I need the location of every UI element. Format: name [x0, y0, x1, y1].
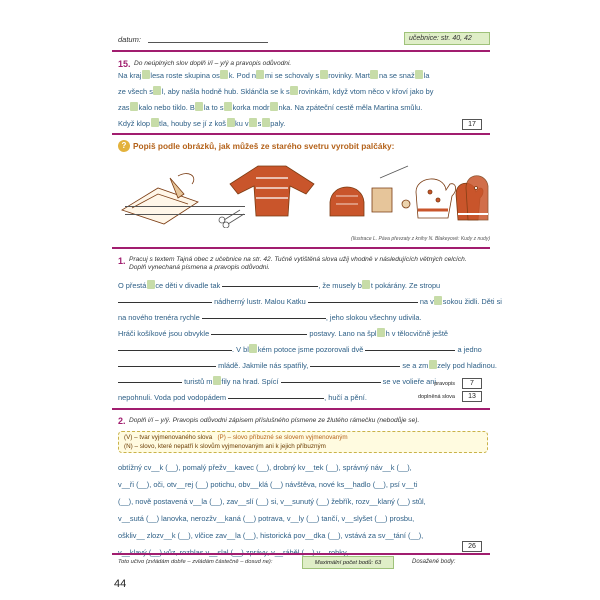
- gap-field[interactable]: [224, 102, 232, 111]
- text-line: obtížný cv__k (__), pomalý přežv__kavec (__), drobný kv__tek (__), správný náv__k (__),: [118, 463, 412, 472]
- gap-field[interactable]: [434, 296, 442, 305]
- legend-p: (P) – slovo příbuzné se slovem vyjmenovaným: [217, 434, 348, 441]
- answer-line[interactable]: [125, 206, 245, 207]
- header-rule: [112, 50, 490, 52]
- word-blank[interactable]: [118, 302, 212, 303]
- text-line: v__sutá (__) lanovka, nerozžv__kaná (__) potrava, v__ly (__) tančí, v__slyšet (__) prosbu,: [118, 514, 415, 523]
- text-line: Na kraj lesa roste skupina os k. Pod n mi se schovaly s rovinky. Mart na se snaž la: [118, 71, 430, 80]
- score-label-spelling: pravopis: [434, 381, 455, 387]
- gap-field[interactable]: [415, 70, 423, 79]
- word-blank[interactable]: [281, 382, 381, 383]
- gap-field[interactable]: [213, 376, 221, 385]
- text-line: oškliv__ zlozv__k (__), vlčice zav__la (__), historická pov__dka (__), vstává za sv__tání (__),: [118, 531, 424, 540]
- word-blank[interactable]: [211, 334, 307, 335]
- date-label: datum:: [118, 35, 141, 44]
- text-line: turistů m fily na hrad. Spící se ve volieře ani: [118, 374, 502, 390]
- score-label-words: doplněná slova: [417, 394, 455, 400]
- word-blank[interactable]: [222, 286, 318, 287]
- exercise-1-instruction: Pracuj s textem Tajná obec z učebnice na str. 42. Tučně vytištěná slova užij vhodně v následujících větných celcích. Doplň vynechaná písmena a pravopis odůvodni.: [129, 256, 467, 271]
- gap-field[interactable]: [429, 360, 437, 369]
- gap-field[interactable]: [290, 86, 298, 95]
- legend-box: [118, 431, 488, 453]
- gap-field[interactable]: [377, 328, 385, 337]
- max-points: Maximální počet bodů: 63: [302, 556, 394, 569]
- gap-field[interactable]: [370, 70, 378, 79]
- mittens-pair-illustration: [456, 176, 488, 220]
- illustration-credit: (Ilustrace L. Páva převzaty z knihy N. Blakeyové: Kudy z nudy): [351, 236, 490, 242]
- text-line: . V bl kém potoce jsme pozorovali dvě a jedno: [118, 342, 502, 358]
- exercise-15-instruction: Do neúplných slov doplň i/í – y/ý a pravopis odůvodni.: [134, 60, 292, 67]
- gap-field[interactable]: [151, 118, 159, 127]
- self-assessment-label: Toto učivo (zvládám dobře – zvládám částečně – dosud ne):: [118, 559, 273, 565]
- word-blank[interactable]: [118, 366, 216, 367]
- gap-field[interactable]: [249, 344, 257, 353]
- question-icon: ?: [118, 140, 130, 152]
- exercise-15-text: [118, 68, 433, 132]
- section-rule: [112, 247, 490, 249]
- gap-field[interactable]: [227, 118, 235, 127]
- gap-field[interactable]: [220, 70, 228, 79]
- word-blank[interactable]: [310, 366, 400, 367]
- gap-field[interactable]: [362, 280, 370, 289]
- gap-field[interactable]: [320, 70, 328, 79]
- footer-rule: [112, 553, 490, 555]
- gap-field[interactable]: [153, 86, 161, 95]
- word-blank[interactable]: [365, 350, 455, 351]
- exercise-15-score: 17: [462, 119, 482, 130]
- text-line: ze všech s l, aby našla hodně hub. Sklánčla se k s rovinkám, když vtom něco v křoví jako by: [118, 87, 434, 96]
- text-line: (__), nově postavená v__la (__), zav__slí (__) si, v__sunutý (__) žebřík, rozv__klaný (__) stůl,: [118, 497, 426, 506]
- gap-field[interactable]: [142, 70, 150, 79]
- exercise-2-number: 2.: [118, 416, 126, 426]
- gap-field[interactable]: [147, 280, 155, 289]
- exercise-15-number: 15.: [118, 59, 131, 69]
- text-line: v__ři (__), oči, otv__rej (__) potichu, obv__klá (__) návštěva, nové ks__hadlo (__), psí v__ti: [118, 480, 418, 489]
- text-line: nepohnuli. Voda pod vodopádem , hučí a pění.: [118, 393, 367, 402]
- word-blank[interactable]: [308, 302, 418, 303]
- page-header: [118, 32, 490, 46]
- sweater-illustration: [219, 166, 314, 228]
- score-spelling: 7: [462, 378, 482, 389]
- text-line: nádherný lustr. Malou Katku na v sokou židli. Děti si: [118, 294, 502, 310]
- textbook-reference: učebnice: str. 40, 42: [404, 32, 490, 45]
- date-field[interactable]: [148, 42, 268, 43]
- gap-field[interactable]: [270, 102, 278, 111]
- legend-v: (V) – tvar vyjmenovaného slova: [124, 434, 213, 441]
- word-blank[interactable]: [202, 318, 326, 319]
- word-blank[interactable]: [118, 350, 232, 351]
- achieved-points-label: Dosažené body:: [412, 559, 456, 565]
- sewing-pieces-illustration: [330, 166, 410, 216]
- text-line: zas kalo nebo tiklo. B la to s korka modr nka. Na zpáteční cestě měla Martina smůlu.: [118, 103, 423, 112]
- exercise-2-instruction: Doplň i/í – y/ý. Pravopis odůvodni zápisem příslušného písmene ze žlutého rámečku (nebodůje se).: [129, 417, 420, 424]
- exercise-1-number: 1.: [118, 256, 126, 266]
- mitten-illustration: [416, 179, 456, 218]
- gap-field[interactable]: [130, 102, 138, 111]
- illustration-strip: [118, 158, 490, 228]
- word-blank[interactable]: [228, 398, 324, 399]
- gap-field[interactable]: [262, 118, 270, 127]
- gap-field[interactable]: [195, 102, 203, 111]
- word-blank[interactable]: [118, 382, 182, 383]
- gap-field[interactable]: [249, 118, 257, 127]
- exercise-2-text: [118, 459, 426, 561]
- section-rule: [112, 408, 490, 410]
- text-line: Hráči košíkové jsou obvykle postavy. Lano na špl h v tělocvičně ještě: [118, 329, 449, 338]
- score-words: 13: [462, 391, 482, 402]
- task-title: Popiš podle obrázků, jak můžeš ze starého svetru vyrobit palčáky:: [133, 141, 395, 151]
- section-rule: [112, 133, 490, 135]
- exercise-2-score: 26: [462, 541, 482, 552]
- gap-field[interactable]: [256, 70, 264, 79]
- text-line: mládě. Jakmile nás spatřily, se a zm zely pod hladinou.: [118, 358, 502, 374]
- legend-n: (N) – slovo, které nepatří k slovům vyjmenovaným ani k jejich příbuzným: [124, 442, 326, 450]
- text-line: O přestá ce děti v divadle tak , že musely b t pokárány. Ze stropu: [118, 281, 441, 290]
- page-number: 44: [114, 578, 127, 590]
- cutting-sweater-illustration: [122, 174, 198, 224]
- answer-line[interactable]: [125, 214, 245, 215]
- text-line: Když klop tla, houby se jí z koš ku v s paly.: [118, 119, 286, 128]
- text-line: na nového trenéra rychle , jeho slokou všechny udivila.: [118, 313, 422, 322]
